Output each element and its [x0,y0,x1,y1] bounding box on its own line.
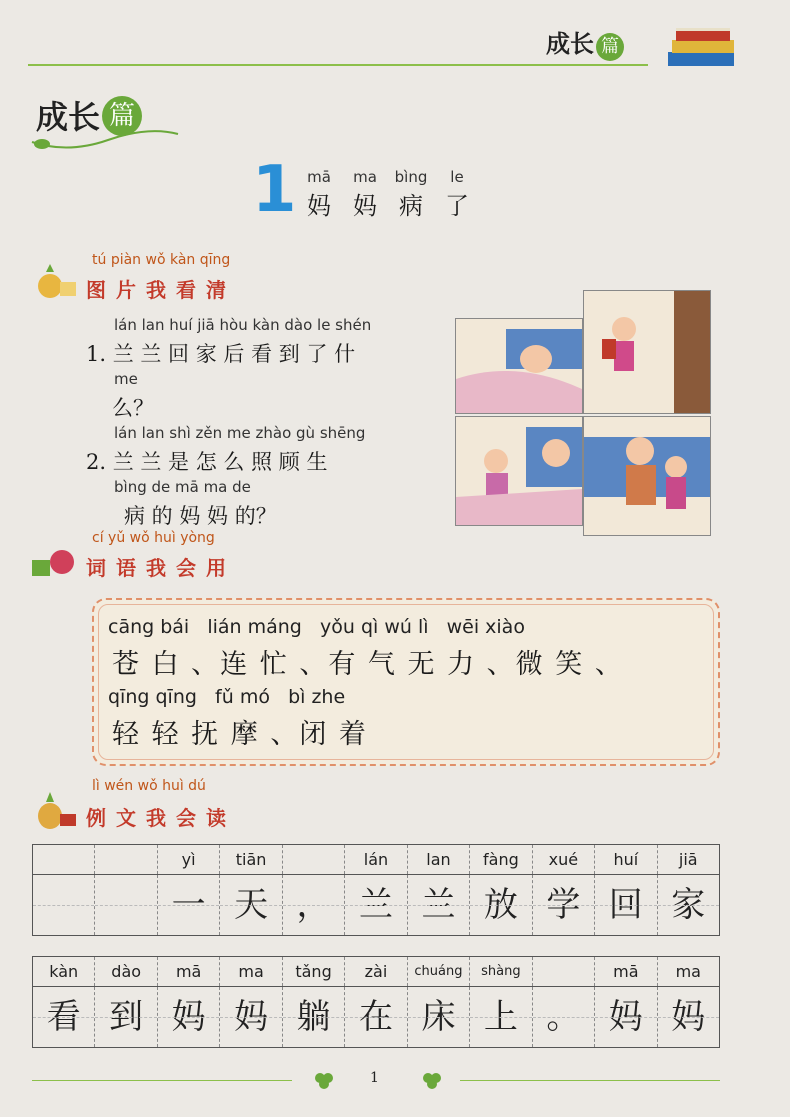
page-number: 1 [370,1070,379,1086]
grid-char-cell: 躺 [282,987,344,1047]
grid-char-cell: 床 [407,987,469,1047]
character-row [32,875,720,936]
header-rule [28,64,648,66]
vocab-line2-pinyin: qīng qīng fǔ mó bì zhe [108,686,346,708]
header-badge-text: 成长 [546,29,594,58]
pomegranate-mascot-icon [30,540,80,580]
grid-char-cell: 兰 [344,875,406,935]
grid-pinyin-cell [94,845,156,874]
footer-rule-right [460,1080,720,1081]
grid-pinyin-cell: mā [594,957,656,986]
grid-char-cell: 学 [532,875,594,935]
vine-decoration-icon [28,124,188,154]
lesson-char: 病 [399,192,423,220]
grid-pinyin-cell: ma [219,957,281,986]
header-badge [546,24,624,61]
grid-char-cell: 兰 [407,875,469,935]
grid-pinyin-cell: mā [157,957,219,986]
grid-char-cell: 上 [469,987,531,1047]
illustration-panel-4 [583,416,711,536]
footer-rule-left [32,1080,292,1081]
reading-grid-row-2 [32,956,720,1048]
lesson-pinyin: mā [307,168,331,186]
grid-char-cell [94,875,156,935]
grid-pinyin-cell: chuáng [407,957,469,986]
grid-pinyin-cell: zài [344,957,406,986]
grid-pinyin-cell [532,957,594,986]
grid-pinyin-cell: lán [344,845,406,874]
q1-text-b: 么？ [112,396,154,420]
illustration-panel-1 [455,318,583,414]
grid-char-cell: 放 [469,875,531,935]
lesson-number: 1 [252,153,297,227]
lesson-pinyin: ma [353,168,377,186]
grid-char-cell [32,875,94,935]
grid-pinyin-cell: xué [532,845,594,874]
reading-grid-row-1 [32,844,720,936]
girl-massages-mom-icon [584,417,710,535]
q2-pinyin-a: lán lan shì zěn me zhào gù shēng [114,424,366,442]
grid-pinyin-cell: ma [657,957,720,986]
reading-section-title: 例文我会读 [86,806,236,830]
grid-pinyin-cell: lan [407,845,469,874]
reading-section-pinyin: lì wén wǒ huì dú [92,778,206,794]
clover-icon [418,1070,448,1092]
grid-char-cell: 在 [344,987,406,1047]
vocab-box [92,598,720,766]
grid-pinyin-cell: dào [94,957,156,986]
grid-char-cell: 妈 [157,987,219,1047]
pinyin-row [32,956,720,987]
grid-pinyin-cell: tǎng [282,957,344,986]
grid-char-cell: 妈 [657,987,720,1047]
books-icon [660,22,740,72]
pinyin-row [32,844,720,875]
grid-char-cell: 看 [32,987,94,1047]
mom-in-bed-icon [456,319,582,413]
lesson-pinyin: bìng [394,168,428,186]
vocab-line2-text: 轻 轻 抚 摩 、闭 着 [112,719,368,750]
header-badge-char: 篇 [596,33,624,61]
picture-section-title: 图片我看清 [86,278,236,302]
grid-char-cell: 。 [532,987,594,1047]
q1-text-a: 1. 兰 兰 回 家 后 看 到 了 什 [86,342,356,366]
clover-icon [310,1070,340,1092]
grid-char-cell: 回 [594,875,656,935]
girl-gives-water-icon [456,417,582,525]
grid-pinyin-cell [282,845,344,874]
grid-char-cell: 妈 [594,987,656,1047]
grid-pinyin-cell: tiān [219,845,281,874]
vocab-section-title: 词语我会用 [86,556,236,580]
section-badge-text: 成长 [36,98,101,136]
lesson-title [300,168,476,221]
picture-section-pinyin: tú piàn wǒ kàn qīng [92,252,231,268]
q1-pinyin-b: me [114,370,138,388]
lesson-char: 了 [445,192,469,220]
vocab-section-pinyin: cí yǔ wǒ huì yòng [92,530,215,546]
lesson-char: 妈 [307,192,331,220]
grid-pinyin-cell: jiā [657,845,720,874]
grid-char-cell: 家 [657,875,720,935]
grid-char-cell: 到 [94,987,156,1047]
pineapple-reading-mascot-icon [30,790,80,834]
grid-pinyin-cell: shàng [469,957,531,986]
q2-text-a: 2. 兰 兰 是 怎 么 照 顾 生 [86,450,328,474]
grid-pinyin-cell: fàng [469,845,531,874]
character-row [32,987,720,1048]
lesson-pinyin: le [450,168,464,186]
lesson-char: 妈 [353,192,377,220]
grid-char-cell: ， [282,875,344,935]
grid-pinyin-cell: kàn [32,957,94,986]
illustration-panel-3 [455,416,583,526]
q1-pinyin-a: lán lan huí jiā hòu kàn dào le shén [114,316,372,334]
vocab-line1-pinyin: cāng bái lián máng yǒu qì wú lì wēi xiào [108,616,525,638]
q2-pinyin-b: bìng de mā ma de [114,478,251,496]
grid-char-cell: 天 [219,875,281,935]
section-badge-char: 篇 [102,96,142,136]
illustration-panel-2 [583,290,711,414]
grid-pinyin-cell: huí [594,845,656,874]
girl-returns-home-icon [584,291,710,413]
grid-char-cell: 一 [157,875,219,935]
grid-char-cell: 妈 [219,987,281,1047]
grid-pinyin-cell [32,845,94,874]
pineapple-mascot-icon [30,262,80,302]
q2-text-b: 病 的 妈 妈 的？ [124,504,277,528]
grid-pinyin-cell: yì [157,845,219,874]
vocab-line1-text: 苍 白 、连 忙 、有 气 无 力 、微 笑 、 [112,649,624,680]
